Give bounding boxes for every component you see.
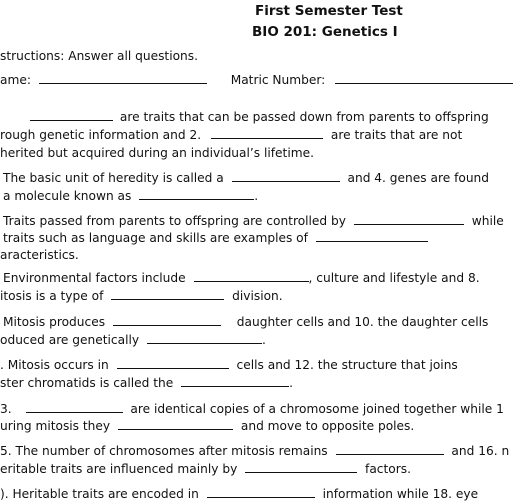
- test-title: First Semester Test: [255, 3, 403, 19]
- question-line: ster chromatids is called the .: [0, 376, 294, 390]
- name-row: [0, 72, 513, 88]
- matric-label: Matric Number:: [230, 73, 326, 87]
- course-title: BIO 201: Genetics I: [252, 24, 398, 40]
- question-line: oduced are genetically .: [0, 333, 266, 347]
- answer-blank-5[interactable]: [354, 213, 464, 225]
- question-line: 3. are identical copies of a chromosome joined together while 1: [0, 402, 504, 416]
- answer-blank-2[interactable]: [211, 127, 323, 139]
- answer-blank-7[interactable]: [194, 270, 309, 282]
- answer-blank-13[interactable]: [26, 401, 123, 413]
- question-line: Environmental factors include , culture and lifestyle and 8.: [3, 271, 480, 285]
- answer-blank-10[interactable]: [147, 332, 262, 344]
- question-line: are traits that can be passed down from parents to offspring: [0, 109, 489, 125]
- answer-blank-3[interactable]: [232, 170, 340, 182]
- question-line: ). Heritable traits are encoded in information while 18. eye: [0, 487, 479, 501]
- answer-blank-4[interactable]: [139, 188, 254, 200]
- question-line: 5. The number of chromosomes after mitosis remains and 16. n: [0, 444, 510, 458]
- answer-blank-12[interactable]: [181, 375, 289, 387]
- question-line: traits such as language and skills are examples of: [3, 230, 428, 246]
- answer-blank-14[interactable]: [118, 418, 233, 430]
- question-line: uring mitosis they and move to opposite poles.: [0, 419, 415, 433]
- question-line: eritable traits are influenced mainly by factors.: [0, 462, 411, 476]
- answer-blank-1[interactable]: [30, 109, 113, 121]
- question-line: rough genetic information and 2. are traits that are not: [0, 128, 463, 142]
- answer-blank-17[interactable]: [207, 486, 315, 498]
- instructions: structions: Answer all questions.: [0, 49, 198, 63]
- name-field[interactable]: [39, 72, 207, 84]
- question-line: a molecule known as .: [3, 189, 259, 203]
- matric-number-field[interactable]: [335, 72, 513, 84]
- question-line: aracteristics.: [0, 248, 79, 262]
- answer-blank-15[interactable]: [336, 443, 444, 455]
- question-line: . Mitosis occurs in cells and 12. the structure that joins: [0, 358, 458, 372]
- answer-blank-6[interactable]: [316, 230, 428, 242]
- answer-blank-11[interactable]: [117, 357, 229, 369]
- question-line: itosis is a type of division.: [0, 289, 283, 303]
- question-line: herited but acquired during an individual’s lifetime.: [0, 146, 314, 160]
- question-line: Mitosis produces daughter cells and 10. the daughter cells: [3, 315, 489, 329]
- name-label: ame:: [0, 73, 31, 87]
- question-line: Traits passed from parents to offspring are controlled by while: [3, 214, 504, 228]
- answer-blank-9[interactable]: [113, 314, 221, 326]
- question-line: The basic unit of heredity is called a and 4. genes are found: [3, 171, 490, 185]
- answer-blank-16[interactable]: [245, 461, 357, 473]
- answer-blank-8[interactable]: [111, 288, 224, 300]
